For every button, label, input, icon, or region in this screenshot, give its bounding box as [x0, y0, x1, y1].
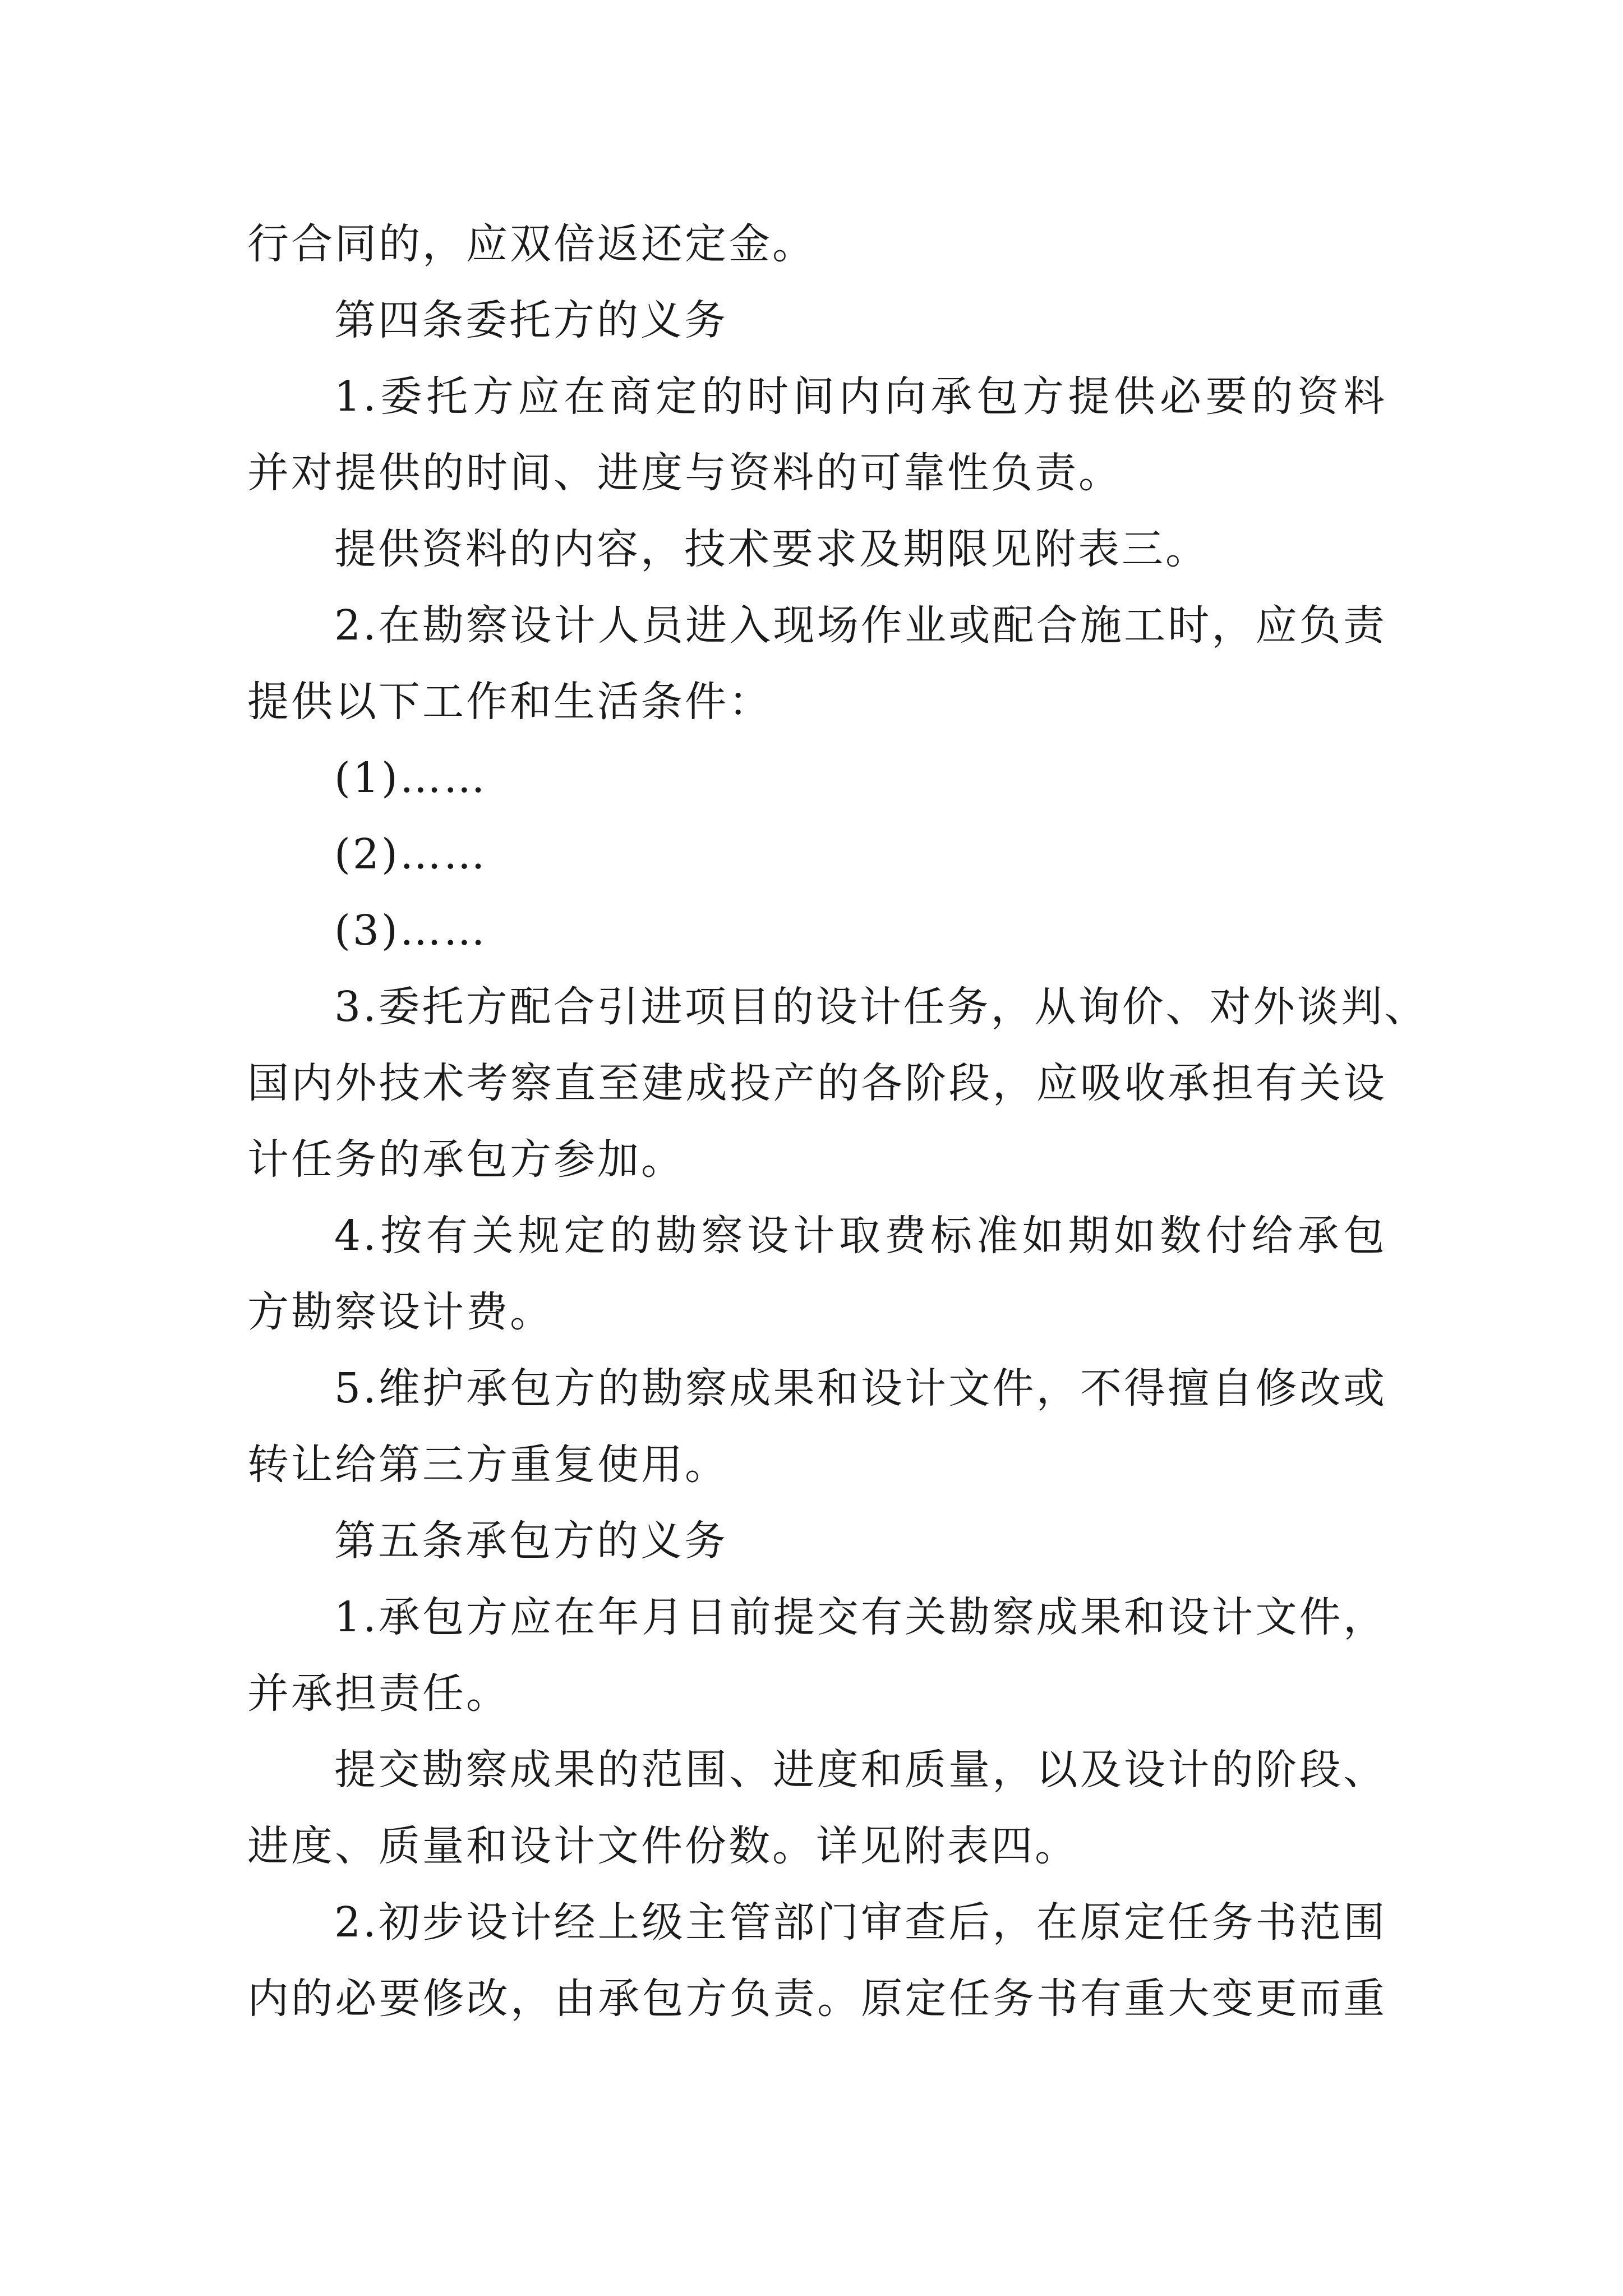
- text-line: 并对提供的时间、进度与资料的可靠性负责。: [247, 449, 1122, 497]
- text-line: 3.委托方配合引进项目的设计任务，从询价、对外谈判、: [334, 983, 1428, 1031]
- text-line: 1.委托方应在商定的时间内向承包方提供必要的资料: [334, 372, 1387, 421]
- text-line: 计任务的承包方参加。: [247, 1135, 685, 1184]
- text-line: 提供以下工作和生活条件：: [247, 678, 772, 726]
- text-line: 内的必要修改，由承包方负责。原定任务书有重大变更而重: [247, 1975, 1387, 2023]
- text-line: 提供资料的内容，技术要求及期限见附表三。: [334, 525, 1209, 573]
- text-line: 方勘察设计费。: [247, 1288, 554, 1336]
- list-item: (2)……: [334, 830, 487, 878]
- list-item: (1)……: [334, 754, 487, 802]
- text-line: 2.在勘察设计人员进入现场作业或配合施工时，应负责: [334, 601, 1387, 650]
- text-line: 5.维护承包方的勘察成果和设计文件，不得擅自修改或: [334, 1364, 1387, 1412]
- list-item: (3)……: [334, 907, 487, 955]
- text-line: 进度、质量和设计文件份数。详见附表四。: [247, 1822, 1078, 1870]
- text-line: 转让给第三方重复使用。: [247, 1441, 728, 1489]
- text-line: 1.承包方应在年月日前提交有关勘察成果和设计文件，: [334, 1593, 1387, 1641]
- text-line: 2.初步设计经上级主管部门审查后，在原定任务书范围: [334, 1898, 1387, 1947]
- text-line: 国内外技术考察直至建成投产的各阶段，应吸收承担有关设: [247, 1059, 1387, 1107]
- text-line: 提交勘察成果的范围、进度和质量，以及设计的阶段、: [334, 1746, 1387, 1794]
- section-heading: 第四条委托方的义务: [334, 296, 728, 344]
- text-line: 4.按有关规定的勘察设计取费标准如期如数付给承包: [334, 1212, 1387, 1260]
- text-line: 行合同的，应双倍返还定金。: [247, 220, 816, 268]
- section-heading: 第五条承包方的义务: [334, 1517, 728, 1565]
- text-line: 并承担责任。: [247, 1669, 510, 1718]
